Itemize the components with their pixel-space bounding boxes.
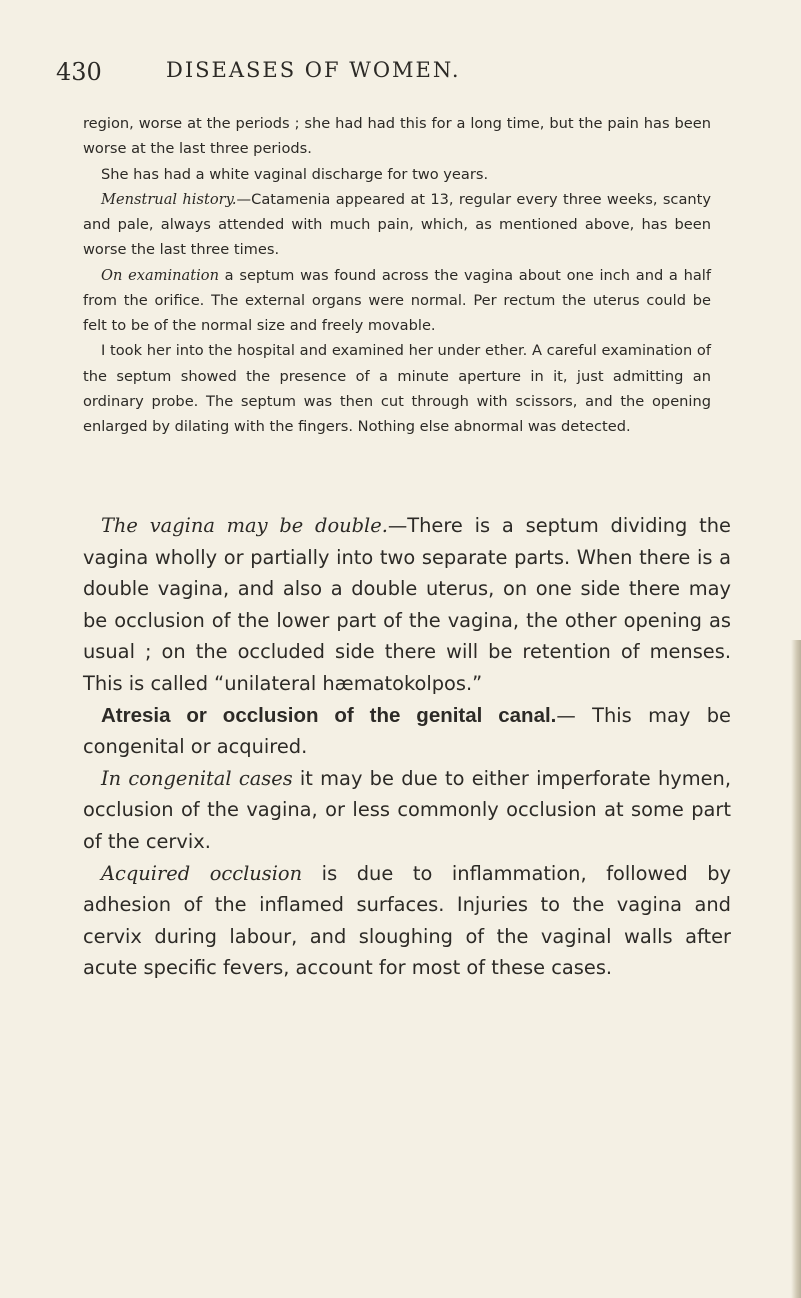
inline-label: On examination	[101, 266, 219, 284]
paragraph-text: a septum was found across the vagina about one inch and a half from the orifice. The external organs were normal. Per rectum the uterus could be felt to be of the normal size and freely movable.	[83, 266, 711, 334]
body-paragraph	[83, 763, 731, 858]
page-number: 430	[56, 58, 102, 86]
body-paragraph	[83, 510, 731, 700]
case-paragraph: region, worse at the periods ; she had had this for a long time, but the pain has been worse at the last three periods.	[83, 115, 711, 158]
main-text	[83, 510, 731, 984]
page-edge-shadow	[791, 640, 801, 1298]
case-paragraph	[83, 187, 711, 263]
body-paragraph	[83, 700, 731, 763]
case-notes	[83, 111, 711, 439]
paragraph-text: is due to inflammation, followed by adhesion of the inflamed surfaces. Injuries to the vagina and cervix during labour, and sloughing of the vaginal walls after acute specific fevers, account for most of these cases.	[83, 861, 732, 980]
paragraph-text: — This may be congenital or acquired.	[83, 703, 731, 759]
section-heading: Atresia or occlusion of the genital canal.	[101, 703, 557, 727]
case-paragraph	[83, 263, 711, 339]
case-paragraph: I took her into the hospital and examined her under ether. A careful examination of the septum showed the presence of a minute aperture in it, just admitting an ordinary probe. The septum was then cut through with scissors, and the opening enlarged by dilating with the fingers. Nothing else abnormal was detected.	[83, 342, 711, 435]
page-header	[56, 58, 756, 90]
inline-label: Menstrual history.	[101, 190, 237, 208]
paragraph-text: —There is a septum dividing the vagina wholly or partially into two separate parts. When there is a double vagina, and also a double uterus, on one side there may be occlusion of the lower part of the vagina, the other opening as usual ; on the occluded side there will be retention of menses. This is called “unilateral hæmatokolpos.”	[83, 514, 731, 695]
body-paragraph	[83, 858, 731, 984]
paragraph-text: it may be due to either imperforate hymen, occlusion of the vagina, or less commonly occlusion at some part of the cervix.	[83, 766, 731, 853]
inline-label: Acquired occlusion	[101, 861, 303, 885]
running-title: DISEASES OF WOMEN.	[166, 58, 461, 82]
case-paragraph: She has had a white vaginal discharge for two years.	[101, 165, 489, 183]
inline-label: In congenital cases	[101, 766, 293, 790]
inline-label: The vagina may be double.	[101, 514, 388, 537]
paragraph-text: —Catamenia appeared at 13, regular every three weeks, scanty and pale, always attended with much pain, which, as mentioned above, has been worse the last three times.	[83, 190, 712, 259]
